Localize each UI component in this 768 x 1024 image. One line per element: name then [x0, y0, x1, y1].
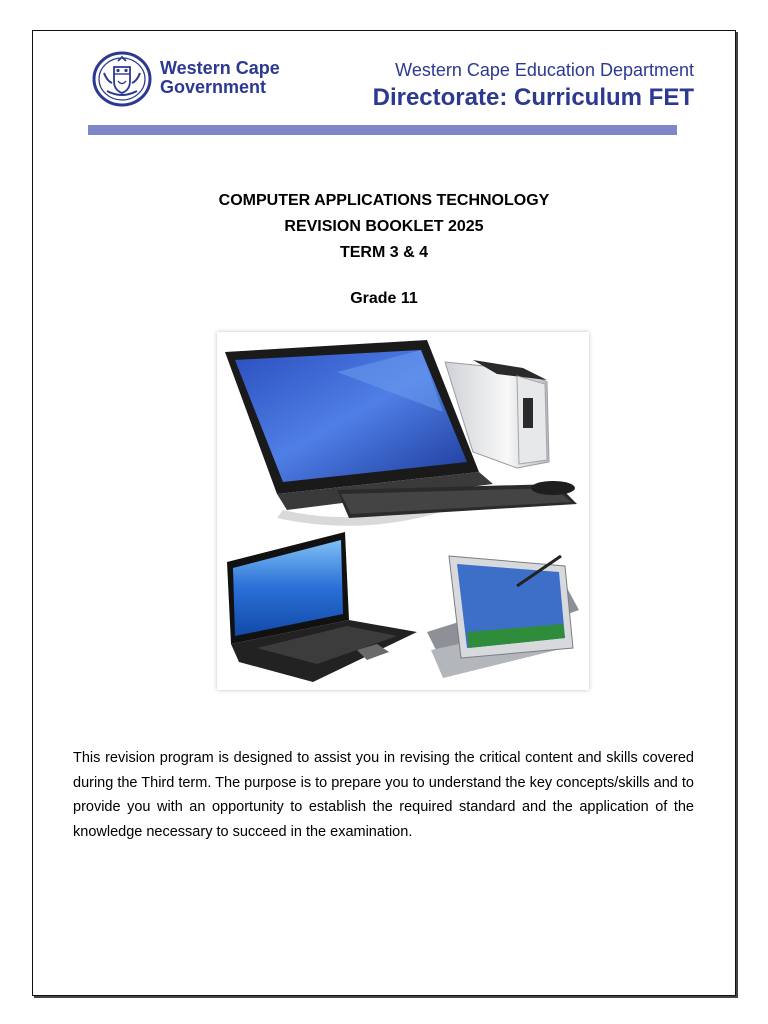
mouse-icon	[531, 481, 575, 495]
grade-label: Grade 11	[350, 290, 418, 307]
title-booklet: REVISION BOOKLET 2025	[284, 218, 484, 235]
directorate-title: Directorate: Curriculum FET	[372, 84, 694, 111]
tablet-pc-icon	[427, 556, 579, 678]
devices-illustration	[217, 332, 589, 690]
intro-paragraph: This revision program is designed to assist you in revising the critical content and skills covered during the Third term. The purpose is to prepare you to understand the key concepts/skills and to provide you with an opportunity to establish the required standard and the application of the knowledge necessary to succeed in the examination.	[73, 750, 694, 840]
laptop-icon	[227, 532, 417, 682]
coat-of-arms-logo-icon	[92, 51, 152, 107]
org-line-2: Government	[160, 77, 267, 97]
document-title	[0, 188, 768, 266]
department-name: Western Cape Education Department	[395, 60, 694, 80]
org-line-1: Western Cape	[160, 58, 280, 78]
title-term: TERM 3 & 4	[339, 244, 428, 261]
header-divider	[88, 125, 677, 135]
organization-name	[160, 59, 280, 97]
title-subject: COMPUTER APPLICATIONS TECHNOLOGY	[218, 192, 550, 209]
